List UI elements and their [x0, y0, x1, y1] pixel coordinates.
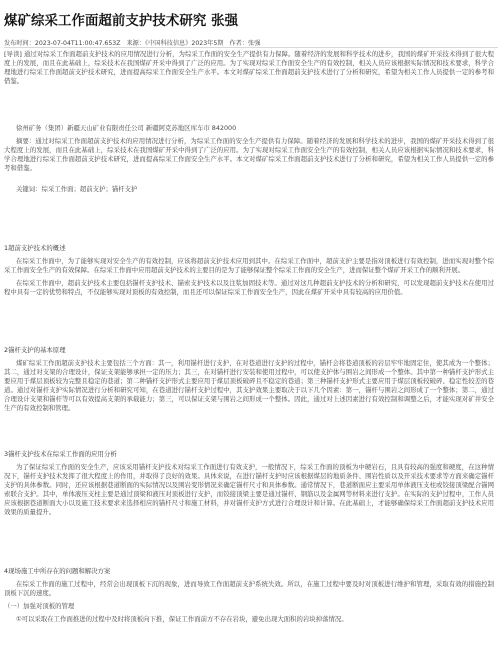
section-4-paragraph-2: ①可以采取在工作面推进的过程中及时将顶板向下推，保证工作面前方不存在岩块，避免出现大面积的岩块掉落情况。: [16, 615, 348, 623]
summary-text: 摘要：通过对综采工作面超前支护技术的应用情况进行分析，为综采工作面的安全生产提供有力保障。随着经济的发展和科学技术的进步，我国的煤矿开采技术得到了很大程度上的发展，而且在此基础上，综采技术在我国煤矿开采中得到了广泛的应用。为了实现对综采工作面安全生产的有效控制，相关人员应该根据实际情况和技术要求，科学合理地进行综采工作面超前支护技术研究，进而提高综采工作面安全生产水平。本文对煤矿综采工作面超前支护技术进行了分析和研究，希望为相关工作人员提供一定的参考和借鉴。: [4, 137, 494, 172]
abstract-head-block: [4, 50, 494, 86]
section-2: [4, 346, 494, 413]
affiliation-block: [4, 124, 494, 133]
section-3: [4, 450, 494, 517]
section-2-paragraph-1: 煤矿综采工作面超前支护技术主要包括三个方面：其一，利用锚杆进行支护，在对巷道进行支护的过程中，锚杆会将巷道顶板的岩层牢牢地固定住，使其成为一个整体；其二，通过对支架的合理设计，保证支架能够承担一定的压力；其三，在对锚杆进行安装和使用过程中，可以使支护体与围岩之间形成一个整体。其中第一种锚杆支护形式主要应用于煤层顶板较为完整且稳定的巷道；第二种锚杆支护形式主要应用于煤层顶板破碎且不稳定的巷道；第三种锚杆支护形式主要应用于煤层顶板较破碎、稳定性较差的巷道。通过对锚杆支护实际情况进行分析和研究可知，在巷道进行锚杆支护过程中，其支护效果主要取决于以下几个因素：第一，锚杆与围岩之间形成了一个整体；第二，通过合理设计支架和锚杆等可以有效提高支架的承载能力；第三，可以保证支架与围岩之间形成一个整体。因此，通过对上述因素进行有效控制和调整之后，才能实现对矿井安全生产的有效控制和管理。: [4, 359, 494, 412]
summary-block: [4, 137, 494, 173]
section-3-title: 3锚杆支护技术在综采工作面的应用分析: [4, 450, 117, 458]
section-4-subheading: （一）加强对顶板的管理: [4, 602, 75, 610]
section-4-title: 4现场施工中所存在的问题和解决方案: [4, 567, 111, 575]
section-1-paragraph-1: 在综采工作面中，为了能够实现对安全生产的有效控制，应该将超前支护技术应用到其中。在综采工作面中，超前支护主要是指对顶板进行有效控制，进而实现对整个综采工作面安全生产的有效保障。在综采工作面中应用超前支护技术的主要目的是为了能够保证整个综采工作面的安全生产，进而保证整个煤矿开采工作的顺利开展。: [4, 257, 494, 274]
section-4: [4, 567, 494, 624]
section-2-title: 2锚杆支护的基本原理: [4, 346, 66, 354]
section-3-paragraph-1: 为了保证综采工作面的安全生产，应该采用锚杆支护技术对综采工作面进行有效支护，一般情况下，综采工作面的顶板为中硬岩石，且具有较高的强度和硬度，在这种情况下，锚杆支护技术发挥了很大程度上的作用，并取得了良好的效果。具体来说，在进行锚杆支护时应该根据煤层的地质条件、围岩性质以及开采技术要求等方面来确定锚杆支护的具体参数。同时，还应该根据巷道断面的实际情况以及围岩变形情况来确定锚杆尺寸和具体参数。通常情况下，巷道断面应主要采用单体液压支柱或铰接顶梁配合锚网索联合支护。其中，单体液压支柱主要是通过顶梁和液压对顶板进行支护，而铰接顶梁主要是通过锚杆、钢筋以及金属网等材料来进行支护。在实际的支护过程中，工作人员应该根据巷道断面大小以及施工技术要求来选择相应的锚杆尺寸和施工材料，并对锚杆支护方式进行合理设计和计算。在此基础上，才能够确保综采工作面超前支护技术应用效果的质量提升。: [4, 463, 494, 516]
section-1: [4, 244, 494, 297]
keywords-block: [4, 185, 494, 194]
article-meta: [4, 38, 264, 47]
section-1-title: 1超前支护技术的概述: [4, 244, 66, 252]
publish-time: 发布时间：2023-07-04T11:00:47.653Z: [4, 40, 121, 47]
keywords: 关键词：综采工作面；超前支护；锚杆支护: [16, 185, 138, 193]
source-label: 来源：《中国科技信息》2023年5期: [126, 40, 224, 47]
section-4-paragraph-1: 在综采工作面的施工过程中，经常会出现顶板下沉的现象，进而导致工作面超前支护系统失效。所以，在施工过程中要及时对顶板进行维护和管理，采取有效的措施控制顶板下沉的速度。: [4, 580, 494, 597]
author-label: 作者：张强: [229, 40, 261, 47]
article-title: 煤矿综采工作面超前支护技术研究 张强: [4, 14, 239, 29]
abstract-head: [导读] 通过对综采工作面超前支护技术的应用情况进行分析，为综采工作面的安全生产提供有力保障。随着经济的发展和科学技术的进步，我国的煤矿开采技术得到了很大程度上的发展，而且在此基础上，综采技术在我国煤矿开采中得到了广泛的应用。为了实现对综采工作面安全生产的有效控制，相关人员应该根据实际情况和技术要求，科学合理地进行综采工作面超前支护技术研究，进而提高综采工作面安全生产水平。本文对煤矿综采工作面超前支护技术进行了分析和研究，希望为相关工作人员提供一定的参考和借鉴。: [4, 50, 494, 85]
affiliation: 徐州矿务（集团）新疆天山矿业有限责任公司 新疆阿克苏地区库车市 842000: [16, 124, 237, 132]
section-1-paragraph-2: 在综采工作面中，超前支护技术主要包括锚杆支护技术、锚索支护技术以及注浆加固技术等。通过对这几种超前支护技术的分析和研究，可以发现超前支护技术在使用过程中具有一定的优势和特点，不仅能够实现对顶板的有效控制，而且还可以保证综采工作面安全生产，因此在煤矿开采中具有较高的应用价值。: [4, 279, 494, 296]
header-divider: [4, 47, 498, 48]
